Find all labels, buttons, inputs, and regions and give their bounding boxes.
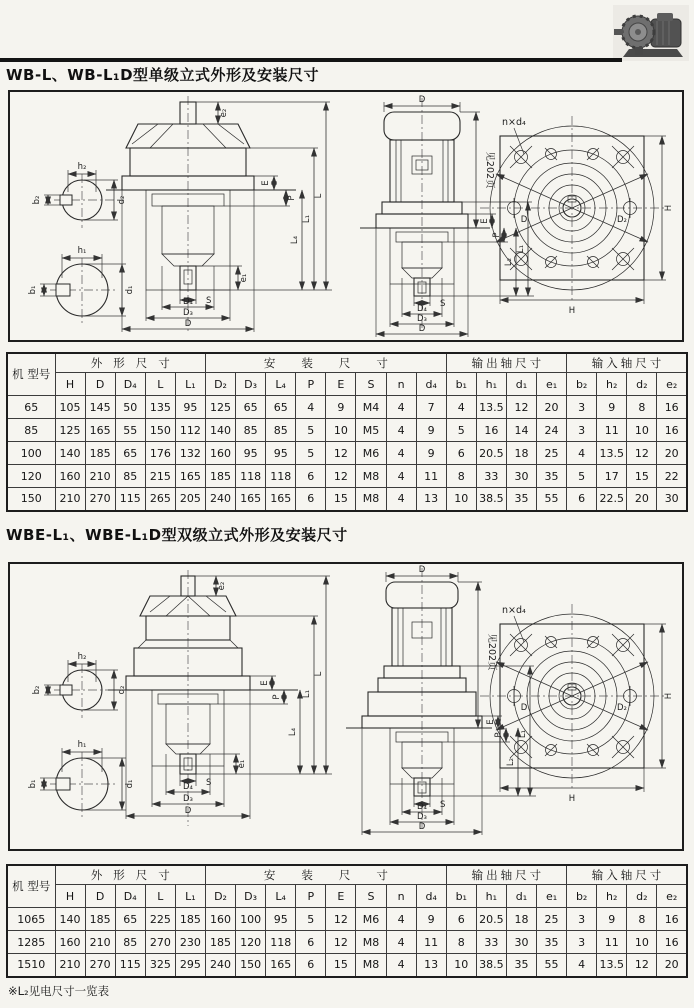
cell: 13 — [416, 954, 446, 977]
cell: M6 — [356, 908, 386, 931]
cell: 185 — [205, 931, 235, 954]
cell: 4 — [386, 954, 416, 977]
cell: 33 — [476, 465, 506, 488]
dim-label-P: P — [494, 732, 504, 738]
column-header: P — [296, 373, 326, 396]
cell: 95 — [175, 396, 205, 419]
cell: 165 — [175, 465, 205, 488]
cell: M8 — [356, 931, 386, 954]
dim-label-E: E — [480, 218, 490, 224]
cell: 165 — [266, 954, 296, 977]
column-header: d₁ — [506, 885, 536, 908]
cell: 35 — [506, 954, 536, 977]
dim-label-D4: D₄ — [417, 304, 427, 314]
cell: 85 — [115, 931, 145, 954]
cell: 6 — [296, 954, 326, 977]
cell: 35 — [537, 931, 567, 954]
cell: 10 — [446, 488, 476, 511]
cell: 30 — [506, 931, 536, 954]
cell: 150 — [145, 419, 175, 442]
dim-label-D3: D₃ — [417, 314, 427, 324]
cell: 9 — [597, 396, 627, 419]
cell: 13.5 — [597, 954, 627, 977]
cell: 15 — [326, 954, 356, 977]
cell: 160 — [205, 908, 235, 931]
column-header: d₁ — [506, 373, 536, 396]
column-header: d₄ — [416, 885, 446, 908]
model-cell: 65 — [7, 396, 55, 419]
cell: 10 — [446, 954, 476, 977]
dim-label-D3: D₃ — [183, 794, 193, 804]
cell: 145 — [85, 396, 115, 419]
cell: 30 — [506, 465, 536, 488]
cell: 3 — [567, 396, 597, 419]
column-header: E — [326, 373, 356, 396]
dim-label-e1: e₁ — [239, 273, 249, 283]
cell: 12 — [326, 931, 356, 954]
cell: 240 — [205, 488, 235, 511]
dim-label-D: D — [418, 95, 426, 105]
cell: 85 — [115, 465, 145, 488]
cell: 118 — [266, 931, 296, 954]
dim-label-S: S — [206, 778, 212, 788]
dim-label-E: E — [260, 680, 270, 686]
cell: 10 — [627, 931, 657, 954]
dim-label-D: D — [184, 806, 192, 816]
model-cell: 1285 — [7, 931, 55, 954]
dim-label-L4: L₄ — [290, 235, 300, 245]
dim-label-L2: L₂ — [504, 257, 514, 267]
column-header: L₁ — [175, 373, 205, 396]
cell: 22 — [657, 465, 687, 488]
cell: 270 — [85, 488, 115, 511]
cell: M4 — [356, 396, 386, 419]
section-title-double-stage: WBE-L₁、WBE-L₁D型双级立式外形及安装尺寸 — [6, 526, 348, 544]
output-shaft-section-view — [28, 246, 135, 324]
cell: 18 — [506, 908, 536, 931]
cell: 132 — [175, 442, 205, 465]
cell: 4 — [567, 954, 597, 977]
cell: 8 — [627, 908, 657, 931]
column-header: e₂ — [657, 373, 687, 396]
dim-label-D4: D₄ — [183, 297, 193, 307]
cell: 8 — [446, 465, 476, 488]
column-header: e₁ — [537, 373, 567, 396]
column-header: h₁ — [476, 373, 506, 396]
dim-label-S: S — [440, 800, 446, 810]
model-cell: 1065 — [7, 908, 55, 931]
column-header: h₂ — [597, 373, 627, 396]
cell: 270 — [85, 954, 115, 977]
cell: 6 — [446, 442, 476, 465]
cell: 210 — [85, 465, 115, 488]
column-header: e₂ — [657, 885, 687, 908]
cell: 38.5 — [476, 954, 506, 977]
front-view-double-stage — [108, 570, 332, 826]
cell: 14 — [506, 419, 536, 442]
dim-label-e2: e₂ — [219, 108, 229, 118]
cell: 20 — [657, 954, 687, 977]
cell: 11 — [416, 931, 446, 954]
table-row — [7, 488, 687, 511]
dim-label-P: P — [272, 694, 282, 700]
cell: 65 — [115, 442, 145, 465]
dim-label-E: E — [261, 180, 271, 186]
cell: M6 — [356, 442, 386, 465]
dim-label-e2: e₂ — [217, 581, 227, 591]
cell: 160 — [205, 442, 235, 465]
cell: 105 — [55, 396, 85, 419]
group-header: 外形尺寸 — [55, 353, 205, 373]
cell: M8 — [356, 954, 386, 977]
cell: 4 — [567, 442, 597, 465]
cell: 16 — [657, 908, 687, 931]
table-row — [7, 931, 687, 954]
drawing-panel-double-stage — [8, 562, 684, 851]
cell: 18 — [506, 442, 536, 465]
cell: 230 — [175, 931, 205, 954]
column-header: S — [356, 373, 386, 396]
cell: 50 — [115, 396, 145, 419]
cell: 5 — [296, 908, 326, 931]
column-header: D₃ — [236, 373, 266, 396]
cell: 12 — [627, 954, 657, 977]
cell: 135 — [145, 396, 175, 419]
dim-label-D3: D₃ — [417, 812, 427, 822]
cell: 95 — [236, 442, 266, 465]
cell: 8 — [446, 931, 476, 954]
cell: 25 — [537, 908, 567, 931]
column-header: D₄ — [115, 885, 145, 908]
column-header: L — [145, 885, 175, 908]
group-header: 外形尺寸 — [55, 865, 205, 885]
cell: 55 — [537, 488, 567, 511]
cell: 6 — [296, 931, 326, 954]
cell: 65 — [115, 908, 145, 931]
output-shaft — [614, 29, 623, 35]
column-header: b₂ — [567, 885, 597, 908]
cell: 85 — [266, 419, 296, 442]
group-header: 输出轴尺寸 — [446, 353, 566, 373]
cell: 12 — [506, 396, 536, 419]
cell: 270 — [145, 931, 175, 954]
column-header: E — [326, 885, 356, 908]
cell: 11 — [416, 465, 446, 488]
model-cell: 85 — [7, 419, 55, 442]
cell: 6 — [446, 908, 476, 931]
cell: 5 — [296, 419, 326, 442]
table-row — [7, 954, 687, 977]
column-header: L₄ — [266, 885, 296, 908]
column-header: b₁ — [446, 885, 476, 908]
cell: 120 — [236, 931, 266, 954]
column-header: D₂ — [205, 885, 235, 908]
cell: 22.5 — [597, 488, 627, 511]
header-rule — [0, 58, 622, 62]
cell: 5 — [446, 419, 476, 442]
model-cell: 1510 — [7, 954, 55, 977]
column-header: P — [296, 885, 326, 908]
cell: 4 — [386, 931, 416, 954]
cell: 215 — [145, 465, 175, 488]
cell: 35 — [506, 488, 536, 511]
cell: 125 — [205, 396, 235, 419]
column-header: D₃ — [236, 885, 266, 908]
cell: 10 — [627, 419, 657, 442]
column-header: S — [356, 885, 386, 908]
column-header: D — [85, 885, 115, 908]
cell: 13 — [416, 488, 446, 511]
model-cell: 120 — [7, 465, 55, 488]
group-header: 安装尺寸 — [205, 353, 446, 373]
dim-label-D4: D₄ — [183, 782, 193, 792]
cell: 295 — [175, 954, 205, 977]
column-header: d₄ — [416, 373, 446, 396]
dim-label-L4: L₄ — [288, 727, 298, 737]
column-header: e₁ — [537, 885, 567, 908]
dim-label-L1: L₁ — [518, 729, 528, 739]
cell: 4 — [386, 908, 416, 931]
cell: 4 — [386, 488, 416, 511]
cell: 225 — [145, 908, 175, 931]
group-header: 输入轴尺寸 — [567, 353, 687, 373]
cell: 20 — [537, 396, 567, 419]
cell: 65 — [236, 396, 266, 419]
cell: M5 — [356, 419, 386, 442]
cell: 12 — [326, 465, 356, 488]
cell: M8 — [356, 488, 386, 511]
cell: 325 — [145, 954, 175, 977]
cell: 16 — [657, 396, 687, 419]
column-header: n — [386, 885, 416, 908]
column-header: b₁ — [446, 373, 476, 396]
column-header: D₂ — [205, 373, 235, 396]
cell: 4 — [386, 465, 416, 488]
dim-label-L: L — [314, 193, 324, 199]
cell: 4 — [446, 396, 476, 419]
cell: 160 — [55, 465, 85, 488]
dim-label-D: D — [418, 565, 426, 575]
dim-label-E: E — [486, 719, 496, 725]
cell: 112 — [175, 419, 205, 442]
group-header: 输入轴尺寸 — [567, 865, 687, 885]
cell: 13.5 — [476, 396, 506, 419]
cell: 6 — [567, 488, 597, 511]
cell: 30 — [657, 488, 687, 511]
column-header: b₂ — [567, 373, 597, 396]
cell: 185 — [85, 908, 115, 931]
column-header-model: 机 型号 — [7, 865, 55, 908]
dim-label-L: L — [314, 671, 324, 677]
cell: 6 — [296, 465, 326, 488]
column-header: H — [55, 885, 85, 908]
cell: M8 — [356, 465, 386, 488]
cell: 3 — [567, 419, 597, 442]
cell: 160 — [55, 931, 85, 954]
cell: 95 — [266, 908, 296, 931]
see-page-note: 见202页 — [484, 151, 495, 189]
table-row — [7, 442, 687, 465]
flange-view-double-stage — [480, 604, 674, 804]
footnote: ※L₂见电尺寸一览表 — [8, 984, 110, 998]
cell: 140 — [205, 419, 235, 442]
cell: 20 — [627, 488, 657, 511]
column-header: h₂ — [597, 885, 627, 908]
cell: 165 — [266, 488, 296, 511]
cell: 165 — [236, 488, 266, 511]
column-header-model: 机 型号 — [7, 353, 55, 396]
cell: 35 — [537, 465, 567, 488]
cell: 13.5 — [597, 442, 627, 465]
input-shaft-section-view — [32, 652, 127, 718]
cell: 20 — [657, 442, 687, 465]
dim-label-D: D — [418, 822, 426, 832]
dim-label-D4: D₄ — [417, 802, 427, 812]
cell: 12 — [326, 442, 356, 465]
cell: 38.5 — [476, 488, 506, 511]
column-header: L₁ — [175, 885, 205, 908]
cell: 4 — [386, 396, 416, 419]
table-row — [7, 396, 687, 419]
cell: 55 — [115, 419, 145, 442]
motor-body — [651, 19, 681, 47]
cell: 6 — [296, 488, 326, 511]
cell: 118 — [236, 465, 266, 488]
cell: 176 — [145, 442, 175, 465]
product-photo — [613, 5, 689, 61]
dim-label-P: P — [287, 195, 297, 201]
dim-label-L1: L₁ — [302, 214, 312, 224]
cell: 185 — [175, 908, 205, 931]
cell: 150 — [236, 954, 266, 977]
output-shaft-section-view — [28, 740, 135, 818]
column-header: d₂ — [627, 885, 657, 908]
column-header: H — [55, 373, 85, 396]
dimension-table-single-stage — [6, 352, 688, 512]
cell: 125 — [55, 419, 85, 442]
cell: 16 — [476, 419, 506, 442]
input-shaft-section-view — [32, 162, 127, 228]
drawing-panel-single-stage — [8, 90, 684, 342]
cell: 12 — [326, 908, 356, 931]
flange-view-single-stage — [480, 116, 674, 316]
cell: 9 — [416, 908, 446, 931]
cell: 5 — [567, 465, 597, 488]
cell: 16 — [657, 419, 687, 442]
column-header: d₂ — [627, 373, 657, 396]
column-header: h₁ — [476, 885, 506, 908]
cell: 9 — [416, 419, 446, 442]
dim-label-L1: L₁ — [302, 689, 312, 699]
cell: 4 — [386, 419, 416, 442]
table-row — [7, 419, 687, 442]
dim-label-D: D — [184, 319, 192, 329]
cell: 17 — [597, 465, 627, 488]
cell: 4 — [296, 396, 326, 419]
column-header: n — [386, 373, 416, 396]
model-cell: 100 — [7, 442, 55, 465]
table-row — [7, 908, 687, 931]
cell: 9 — [416, 442, 446, 465]
cell: 115 — [115, 954, 145, 977]
dim-label-S: S — [440, 299, 446, 309]
cell: 20.5 — [476, 908, 506, 931]
group-header: 输出轴尺寸 — [446, 865, 566, 885]
cell: 3 — [567, 931, 597, 954]
cell: 210 — [55, 488, 85, 511]
cell: 95 — [266, 442, 296, 465]
section-title-single-stage: WB-L、WB-L₁D型单级立式外形及安装尺寸 — [6, 66, 320, 84]
dim-label-L2: L₂ — [506, 757, 516, 767]
column-header: D₄ — [115, 373, 145, 396]
column-header: D — [85, 373, 115, 396]
cell: 8 — [627, 396, 657, 419]
dim-label-D: D — [418, 324, 426, 334]
dim-label-L1: L₁ — [516, 244, 526, 254]
cell: 140 — [55, 442, 85, 465]
cell: 5 — [296, 442, 326, 465]
cell: 240 — [205, 954, 235, 977]
cell: 11 — [597, 419, 627, 442]
cell: 11 — [597, 931, 627, 954]
cell: 210 — [55, 954, 85, 977]
cell: 65 — [266, 396, 296, 419]
cell: 85 — [236, 419, 266, 442]
dim-label-P: P — [492, 232, 502, 238]
see-page-note: 见202页 — [486, 633, 497, 671]
cell: 185 — [85, 442, 115, 465]
cell: 12 — [627, 442, 657, 465]
dim-label-e1: e₁ — [237, 759, 247, 769]
cell: 25 — [537, 442, 567, 465]
cell: 4 — [386, 442, 416, 465]
cell: 15 — [326, 488, 356, 511]
dim-label-D3: D₃ — [183, 308, 193, 318]
cell: 10 — [326, 419, 356, 442]
cell: 9 — [326, 396, 356, 419]
cell: 165 — [85, 419, 115, 442]
cell: 3 — [567, 908, 597, 931]
table-row — [7, 465, 687, 488]
cell: 205 — [175, 488, 205, 511]
cell: 24 — [537, 419, 567, 442]
column-header: L₄ — [266, 373, 296, 396]
group-header: 安装尺寸 — [205, 865, 446, 885]
column-header: L — [145, 373, 175, 396]
dim-label-S: S — [206, 296, 212, 306]
cell: 55 — [537, 954, 567, 977]
cell: 115 — [115, 488, 145, 511]
cell: 33 — [476, 931, 506, 954]
cell: 118 — [266, 465, 296, 488]
cell: 100 — [236, 908, 266, 931]
cell: 20.5 — [476, 442, 506, 465]
cell: 265 — [145, 488, 175, 511]
cell: 15 — [627, 465, 657, 488]
cell: 9 — [597, 908, 627, 931]
cell: 140 — [55, 908, 85, 931]
cell: 185 — [205, 465, 235, 488]
cell: 210 — [85, 931, 115, 954]
cell: 7 — [416, 396, 446, 419]
model-cell: 150 — [7, 488, 55, 511]
front-view-single-stage — [106, 96, 332, 332]
motor-view-single-stage — [360, 95, 534, 337]
cell: 16 — [657, 931, 687, 954]
dimension-table-double-stage — [6, 864, 688, 978]
